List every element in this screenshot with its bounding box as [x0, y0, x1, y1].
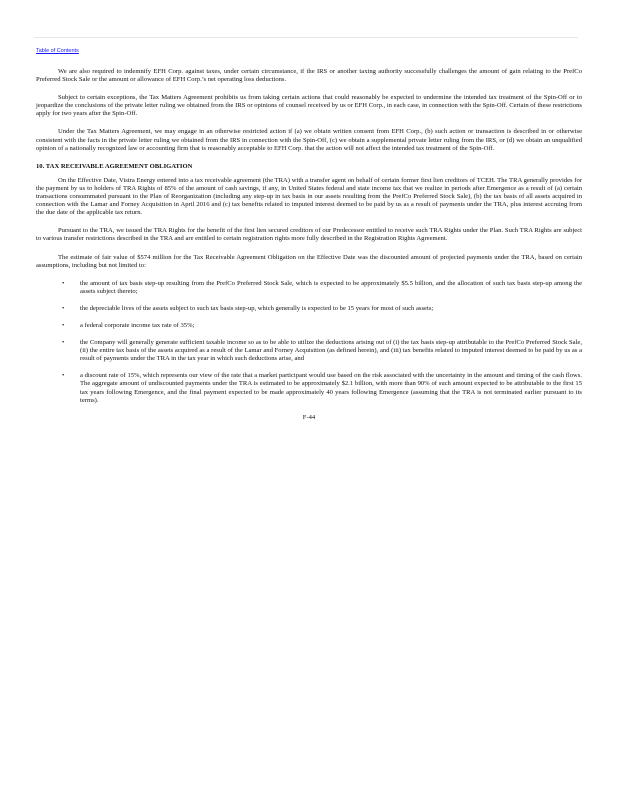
list-item-text: the amount of tax basis step-up resulting from the PrefCo Preferred Stock Sale, which is expected to be approximately $5.5 billion, and the allocation of such tax basis step-up among the assets subject thereto; [80, 279, 582, 295]
paragraph-tra-effective-date: On the Effective Date, Vistra Energy entered into a tax receivable agreement (the TRA) with a transfer agent on behalf of certain former first lien creditors of TCEH. The TRA generally provides for the payment by us to holders of TRA Rights of 85% of the amount of cash savings, if any, in United States federal and state income tax that we realize in periods after Emergence as a result of (a) certain transactions consummated pursuant to the Plan of Reorganization (including any step-up in tax basis in our assets resulting from the PrefCo Preferred Stock Sale), (b) the tax basis of all assets acquired in connection with the Lamar and Forney Acquisition in April 2016 and (c) tax benefits related to imputed interest deemed to be paid by us as a result of payments under the TRA, plus interest accruing from the due date of the applicable tax return. [36, 176, 582, 217]
list-item [36, 322, 582, 330]
list-item [36, 305, 582, 313]
bullet-icon: • [62, 321, 65, 329]
paragraph-tax-matters-prohibition: Subject to certain exceptions, the Tax Matters Agreement prohibits us from taking certain actions that could reasonably be expected to undermine the intended tax treatment of the Spin-Off or to jeopardize the conclusions of the private letter ruling we obtained from the IRS or opinions of counsel received by us or EFH Corp., in each case, in connection with the Spin-Off. Certain of these restrictions apply for two years after the Spin-Off. [36, 94, 582, 118]
bullet-icon: • [62, 339, 65, 347]
bullet-icon: • [62, 279, 65, 287]
list-item-text: a federal corporate income tax rate of 35%; [80, 321, 195, 329]
paragraph-restricted-action: Under the Tax Matters Agreement, we may engage in an otherwise restricted action if (a) we obtain written consent from EFH Corp., (b) such action or transaction is described in or otherwise consistent with the facts in the private letter ruling we obtained from the IRS in connection with the Spin-Off, (c) we obtain a supplemental private letter ruling from the IRS, or (d) we obtain an unqualified opinion of a nationally recognized law or accounting firm that is reasonably acceptable to EFH Corp. that the action will not affect the intended tax treatment of the Spin-Off. [36, 128, 582, 152]
paragraph-indemnify: We are also required to indemnify EFH Corp. against taxes, under certain circumstance, if the IRS or another taxing authority successfully challenges the amount of gain relating to the PrefCo Preferred Stock Sale or the amount or allowance of EFH Corp.’s net operating loss deductions. [36, 68, 582, 84]
bullet-icon: • [62, 372, 65, 380]
bullet-icon: • [62, 304, 65, 312]
document-body [36, 68, 582, 422]
list-item-text: the depreciable lives of the assets subject to such tax basis step-up, which generally is expected to be 15 years for most of such assets; [80, 304, 434, 312]
table-of-contents-link[interactable]: Table of Contents [36, 48, 79, 54]
section-heading: 10. TAX RECEIVABLE AGREEMENT OBLIGATION [36, 162, 193, 170]
paragraph-tra-rights: Pursuant to the TRA, we issued the TRA Rights for the benefit of the first lien secured creditors of our Predecessor entitled to receive such TRA Rights under the Plan. Such TRA Rights are subject to various transfer restrictions described in the TRA and are entitled to certain registration rights more fully described in the Registration Rights Agreement. [36, 227, 582, 243]
header-rule [34, 37, 578, 38]
list-item [36, 280, 582, 296]
list-item [36, 339, 582, 363]
paragraph-fair-value: The estimate of fair value of $574 million for the Tax Receivable Agreement Obligation on the Effective Date was the discounted amount of projected payments under the TRA, based on certain assumptions, including but not limited to: [36, 253, 582, 269]
assumptions-list [36, 280, 582, 405]
page-number: F-44 [302, 413, 316, 421]
list-item-text: the Company will generally generate sufficient taxable income so as to be able to utilize the deductions arising out of (i) the tax basis step-up attributable to the PrefCo Preferred Stock Sale, (ii) the entire tax basis of the assets acquired as a result of the Lamar and Forney Acquisition (as defined herein), and (iii) tax benefits related to imputed interest deemed to be paid by us as a result of payments under the TRA in the tax year in which such deductions arise, and [80, 339, 582, 363]
list-item-text: a discount rate of 15%, which represents our view of the rate that a market participant would use based on the risk associated with the uncertainty in the amount and timing of the cash flows. The aggregate amount of undiscounted payments under the TRA is estimated to be approximately $2.1 billion, with more than 90% of such amount expected to be attributable to the first 15 tax years following Emergence, and the final payment expected to be made approximately 40 years following Emergence (assuming that the TRA is not terminated earlier pursuant to its terms). [80, 372, 582, 404]
list-item [36, 372, 582, 404]
